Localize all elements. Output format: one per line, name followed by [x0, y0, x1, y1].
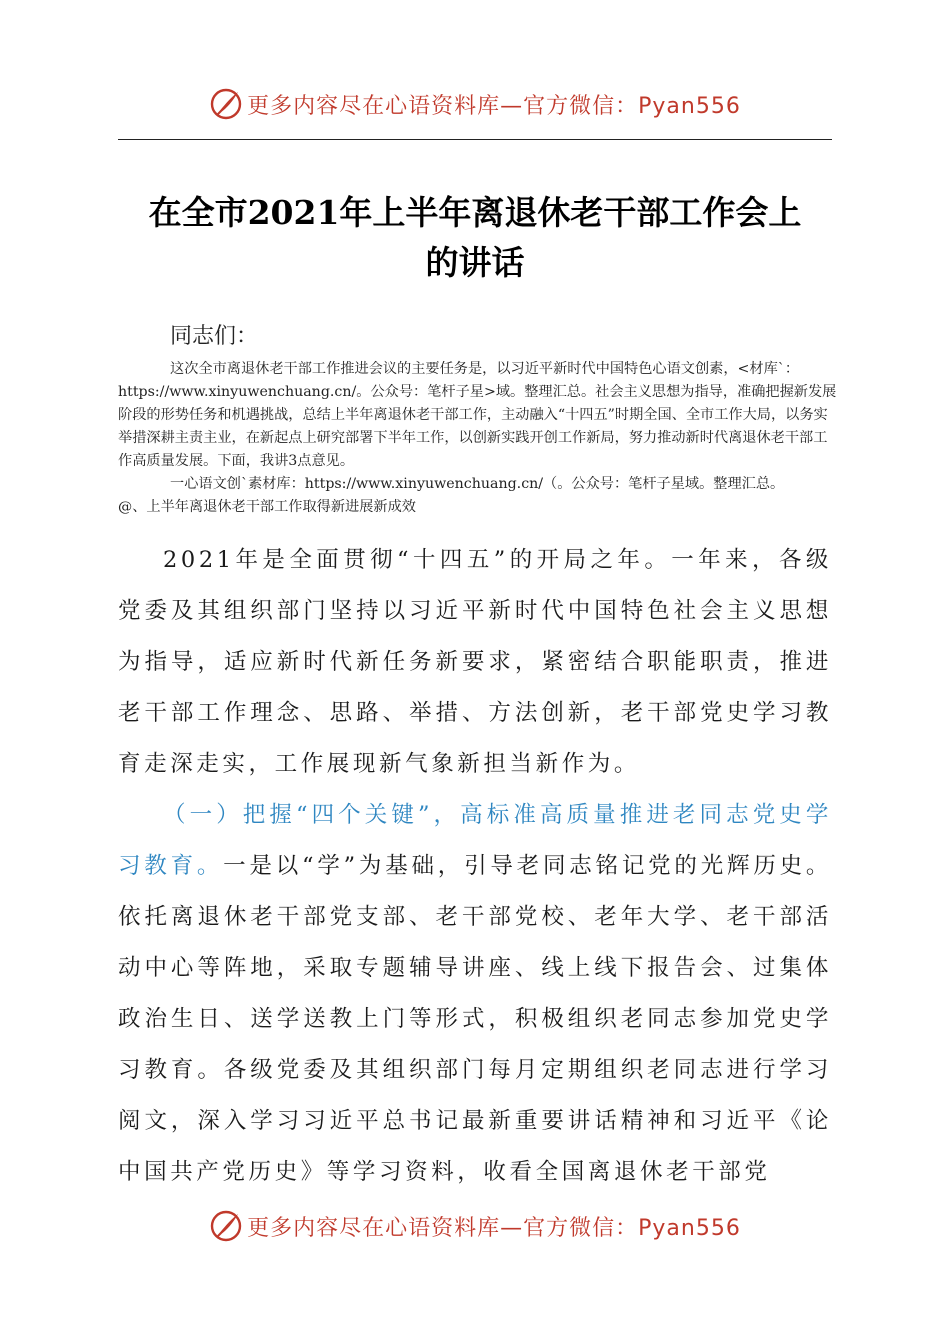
quill-pen-logo-icon	[209, 1209, 243, 1243]
intro-paragraph-3-text: @、上半年离退休老干部工作取得新进展新成效	[118, 499, 416, 515]
footer-banner-text: 更多内容尽在心语资料库—官方微信：Pyan556	[247, 1215, 741, 1241]
title-line-1: 在全市2021年上半年离退休老干部工作会上	[148, 193, 802, 232]
body-content	[118, 535, 832, 1198]
intro-paragraph-2-text: 一心语文创`素材库：https://www.xinyuwenchuang.cn/（。公众号：笔杆子星域。整理汇总。	[170, 476, 785, 492]
intro-paragraph-1-text: 这次全市离退休老干部工作推进会议的主要任务是，以习近平新时代中国特色心语文创素，<材库`：https://www.xinyuwenchuang.cn/。公众号：笔杆子星>域。整理汇总。社会主义思想为指导，准确把握新发展阶段的形势任务和机遇挑战，总结上半年离退休老干部工作，主动融入“十四五”时期全国、全市工作大局，以务实举措深耕主责主业，在新起点上研究部署下半年工作，以创新实践开创工作新局，努力推动新时代离退休老干部工作高质量发展。下面，我讲3点意见。	[118, 361, 837, 469]
intro-paragraph-2	[118, 473, 838, 496]
footer-banner	[0, 1206, 950, 1246]
body-paragraph-1: 2021年是全面贯彻“十四五”的开局之年。一年来，各级党委及其组织部门坚持以习近平新时代中国特色社会主义思想为指导，适应新时代新任务新要求，紧密结合职能职责，推进老干部工作理念、思路、举措、方法创新，老干部党史学习教育走深走实，工作展现新气象新担当新作为。	[118, 547, 832, 777]
body-paragraph-2-text: 一是以“学”为基础，引导老同志铭记党的光辉历史。依托离退休老干部党支部、老干部党校、老年大学、老干部活动中心等阵地，采取专题辅导讲座、线上线下报告会、过集体政治生日、送学送教上门等形式，积极组织老同志参加党史学习教育。各级党委及其组织部门每月定期组织老同志进行学习阅文，深入学习习近平总书记最新重要讲话精神和习近平《论中国共产党历史》等学习资料，收看全国离退休老干部党	[118, 853, 832, 1185]
document-title	[118, 188, 832, 288]
quill-pen-logo-icon	[209, 87, 243, 121]
header-banner-text: 更多内容尽在心语资料库—官方微信：Pyan556	[247, 93, 741, 119]
intro-paragraph-1	[118, 358, 838, 473]
section-heading: （一）把握“四个关键”，高标准高质量推进老同志党史学习教育。	[118, 802, 832, 879]
header-banner	[0, 84, 950, 124]
salutation: 同志们：	[170, 324, 259, 349]
body-paragraph-2	[118, 790, 832, 1198]
intro-block	[118, 358, 838, 519]
intro-paragraph-3	[118, 496, 838, 519]
header-divider	[118, 139, 832, 140]
title-line-2: 的讲话	[425, 243, 525, 282]
